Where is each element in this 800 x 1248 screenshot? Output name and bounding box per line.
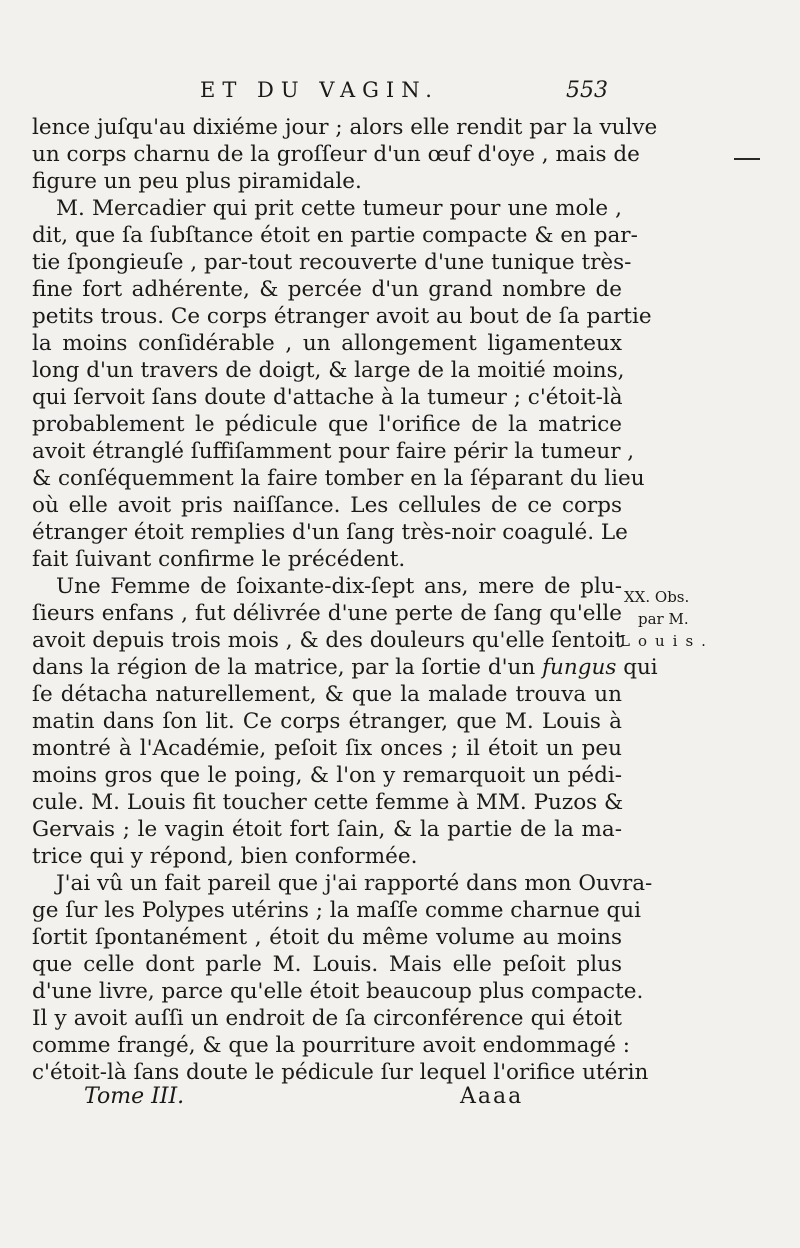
text-line: probablement le pédicule que l'orifice de la matrice (32, 412, 622, 437)
italic-term: fungus (542, 655, 617, 680)
text-line: ſieurs enfans , fut délivrée d'une perte de ſang qu'elle (32, 601, 622, 626)
text-line: que celle dont parle M. Louis. Mais elle peſoit plus (32, 952, 622, 977)
text-line: dit, que ſa ſubſtance étoit en partie compacte & en par- (32, 223, 638, 248)
text-line: avoit depuis trois mois , & des douleurs qu'elle ſentoit (32, 628, 624, 653)
signature-mark: Aaaa (460, 1084, 524, 1109)
text-line: lence juſqu'au dixiéme jour ; alors elle rendit par la vulve (32, 115, 658, 140)
text-line: ge ſur les Polypes utérins ; la maſſe comme charnue qui (32, 898, 642, 923)
text-fragment: qui (616, 655, 658, 680)
text-line: avoit étranglé ſuffiſamment pour faire périr la tumeur , (32, 439, 635, 464)
text-line: comme frangé, & que la pourriture avoit endommagé : (32, 1033, 631, 1058)
text-line: d'une livre, parce qu'elle étoit beaucoup plus compacte. (32, 979, 644, 1004)
text-line: tie ſpongieuſe , par-tout recouverte d'une tunique très- (32, 250, 632, 275)
text-line: matin dans ſon lit. Ce corps étranger, que M. Louis à (32, 709, 622, 734)
margin-note-line: par M. (638, 610, 689, 628)
text-line: un corps charnu de la groſſeur d'un œuf d'oye , mais de (32, 142, 640, 167)
text-line: fine fort adhérente, & percée d'un grand nombre de (32, 277, 622, 302)
text-fragment: dans la région de la matrice, par la ſortie d'un (32, 655, 536, 680)
text-line: montré à l'Académie, peſoit ſix onces ; il étoit un peu (32, 736, 622, 761)
running-head: ET DU VAGIN. (200, 78, 439, 102)
text-line: Une Femme de ſoixante-dix-ſept ans, mere de plu- (56, 574, 622, 599)
text-line: & conſéquemment la faire tomber en la ſéparant du lieu (32, 466, 645, 491)
text-line: où elle avoit pris naiſſance. Les cellules de ce corps (32, 493, 622, 518)
text-line: moins gros que le poing, & l'on y remarquoit un pédi- (32, 763, 622, 788)
text-line: long d'un travers de doigt, & large de la moitié moins, (32, 358, 625, 383)
text-line: petits trous. Ce corps étranger avoit au bout de ſa partie (32, 304, 652, 329)
text-line: Gervais ; le vagin étoit fort ſain, & la partie de la ma- (32, 817, 622, 842)
margin-note-line: XX. Obs. (624, 588, 690, 606)
volume-label: Tome III. (84, 1084, 185, 1109)
margin-note-line: Louis. (620, 632, 714, 650)
text-line: qui ſervoit ſans doute d'attache à la tumeur ; c'étoit-là (32, 385, 623, 410)
text-line: J'ai vû un fait pareil que j'ai rapporté dans mon Ouvra- (56, 871, 653, 896)
text-line: ſe détacha naturellement, & que la malade trouva un (32, 682, 622, 707)
page-number: 553 (566, 78, 608, 103)
text-line: c'étoit-là ſans doute le pédicule ſur lequel l'orifice utérin (32, 1060, 649, 1085)
margin-note (620, 586, 714, 652)
text-line: ſortit ſpontanément , étoit du même volume au moins (32, 925, 622, 950)
text-line: M. Mercadier qui prit cette tumeur pour une mole , (56, 196, 622, 221)
margin-dash-mark (734, 158, 760, 160)
text-line: étranger étoit remplies d'un ſang très-noir coagulé. Le (32, 520, 628, 545)
text-line: la moins conſidérable , un allongement ligamenteux (32, 331, 622, 356)
text-line: figure un peu plus piramidale. (32, 169, 362, 194)
text-line: trice qui y répond, bien conformée. (32, 844, 418, 869)
text-line: fait ſuivant confirme le précédent. (32, 547, 406, 572)
text-line: Il y avoit auſſi un endroit de ſa circonférence qui étoit (32, 1006, 622, 1031)
text-line-with-italic (32, 654, 658, 681)
text-line: cule. M. Louis fit toucher cette femme à MM. Puzos & (32, 790, 624, 815)
